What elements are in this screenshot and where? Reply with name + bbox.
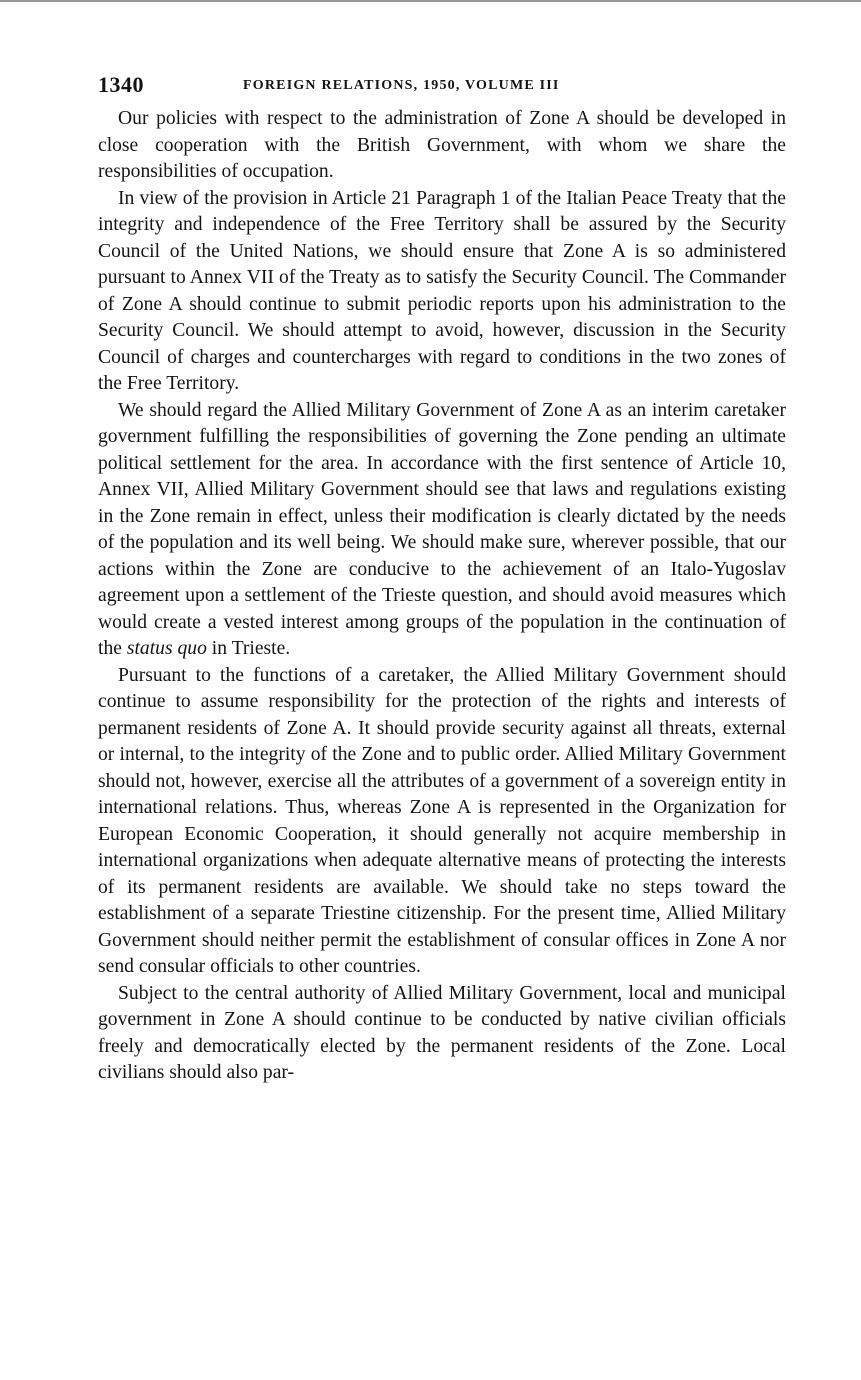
page-number: 1340 [98,72,144,97]
paragraph-local-government: Subject to the central authority of Allied Military Government, local and municipal government in Zone A should continue to be conducted by native civilian officials freely and democratically elected by the permanent residents of the Zone. Local civilians should also par- [98,982,786,1083]
body-text [98,106,786,1087]
page-header [98,70,786,106]
italic-status-quo: status quo [126,638,207,659]
document-page [98,70,786,1087]
paragraph-caretaker-government [98,398,786,663]
paragraph-caretaker-end: in Trieste. [211,638,291,659]
paragraph-zone-a-policies: Our policies with respect to the administration of Zone A should be developed in close cooperation with the British Government, with whom we share the responsibilities of occupation. [98,108,786,182]
paragraph-caretaker-text: We should regard the Allied Military Government of Zone A as an interim caretaker government fulfilling the responsibilities of governing the Zone pending an ultimate political settlement for the area. In accordance with the first sentence of Article 10, Annex VII, Allied Military Government should see that laws and regulations existing in the Zone remain in effect, unless their modification is clearly dictated by the needs of the population and its well being. We should make sure, wherever possible, that our actions within the Zone are conducive to the achievement of an Italo-Yugoslav agreement upon a settlement of the Trieste question, and should avoid measures which would create a vested interest among groups of the population in the continuation of the [98,399,786,659]
paragraph-security-council: In view of the provision in Article 21 Paragraph 1 of the Italian Peace Treaty that the integrity and independence of the Free Territory shall be assured by the Security Council of the United Nations, we should ensure that Zone A is so administered pursuant to Annex VII of the Treaty as to satisfy the Security Council. The Commander of Zone A should continue to submit periodic reports upon his administration to the Security Council. We should attempt to avoid, however, discussion in the Security Council of charges and countercharges with regard to conditions in the two zones of the Free Territory. [98,187,786,394]
scan-top-edge [0,0,861,2]
running-head: FOREIGN RELATIONS, 1950, VOLUME III [243,78,560,93]
paragraph-caretaker-functions: Pursuant to the functions of a caretaker, the Allied Military Government should continue to assume responsibility for the protection of the rights and interests of permanent residents of Zone A. It should provide security against all threats, external or internal, to the integrity of the Zone and to public order. Allied Military Government should not, however, exercise all the attributes of a government of a sovereign entity in international relations. Thus, whereas Zone A is represented in the Organization for European Economic Cooperation, it should generally not acquire membership in international organizations when adequate alternative means of protecting the interests of its permanent residents are available. We should take no steps toward the establishment of a separate Triestine citizenship. For the present time, Allied Military Government should neither permit the establishment of consular offices in Zone A nor send consular officials to other countries. [98,664,786,977]
